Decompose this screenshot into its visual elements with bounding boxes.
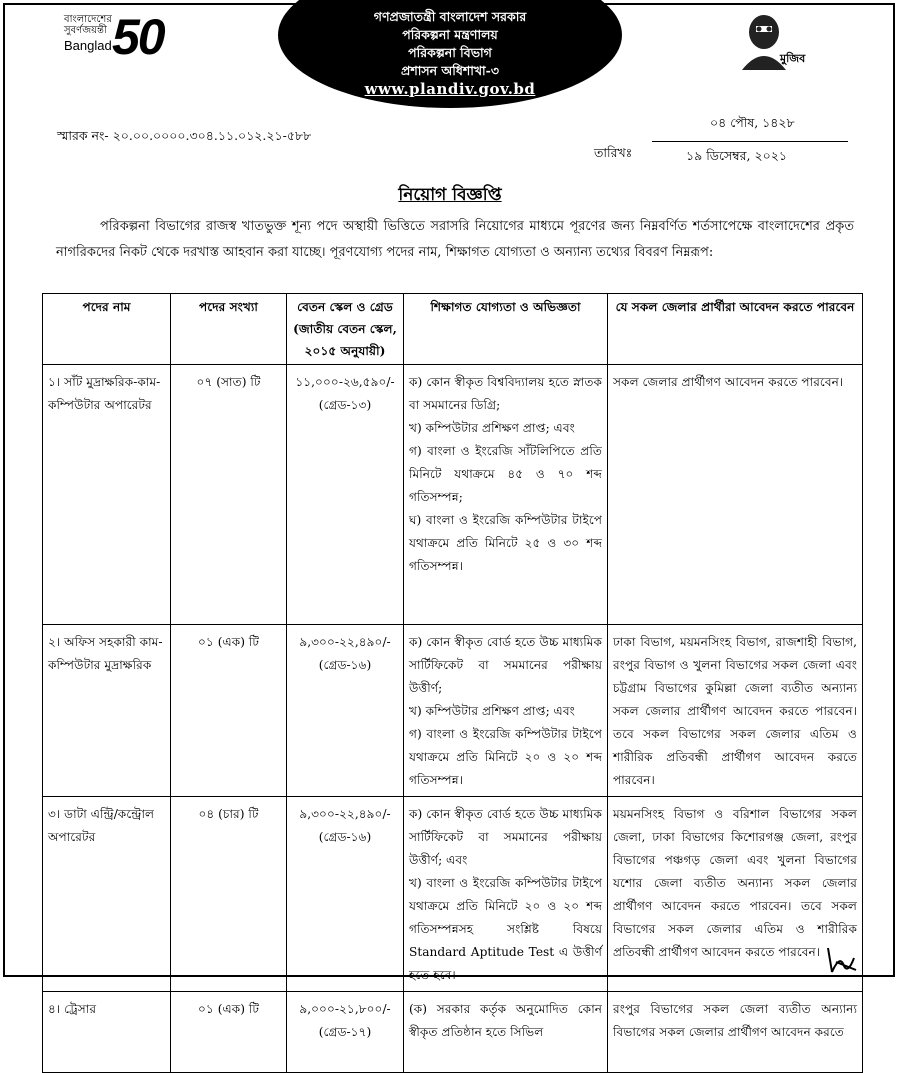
qualification-item: গ) বাংলা ও ইংরেজি সাঁটলিপিতে প্রতি মিনিটে যথাক্রমে ৪৫ ও ৭০ শব্দ গতিসম্পন্ন; (409, 444, 602, 504)
grade-value: (গ্রেড-১৭) (318, 1025, 372, 1039)
table-row (43, 625, 863, 797)
post-count: ০৪ (চার) টি (171, 797, 287, 992)
qualification-item: খ) কম্পিউটার প্রশিক্ষণ প্রাপ্ত; এবং (409, 704, 575, 718)
scale-value: ৯,০০০-২১,৮০০/- (299, 1002, 391, 1016)
vacancy-table (42, 293, 863, 1073)
qualification-item: ক) কোন স্বীকৃত বোর্ড হতে উচ্চ মাধ্যমিক সার্টিফিকেট বা সমমানের পরীক্ষায় উত্তীর্ণ; (409, 635, 602, 695)
header-line-ministry: পরিকল্পনা মন্ত্রণালয় (402, 27, 498, 42)
logo-number: 50 (112, 9, 164, 65)
qualification (404, 992, 608, 1073)
qualification (404, 625, 608, 797)
eligible-districts: ঢাকা বিভাগ, ময়মনসিংহ বিভাগ, রাজশাহী বিভাগ, রংপুর বিভাগ ও খুলনা বিভাগের সকল জেলা এবং চট্টগ্রাম বিভাগের কুমিল্লা জেলা ব্যতীত অন্যান্য সকল জেলার প্রার্থীগণ আবেদন করতে পারবেন। তবে সকল বিভাগের সকল জেলার এতিম ও শারীরিক প্রতিবন্ধী প্রার্থীগণ আবেদন করতে পারবেন। (608, 625, 863, 797)
qualification-item: গ) বাংলা ও ইংরেজি কম্পিউটার টাইপে যথাক্রমে প্রতি মিনিটে ২০ ও ২০ শব্দ গতিসম্পন্ন। (409, 727, 602, 787)
date-english: ১৯ ডিসেম্বর, ২০২১ (686, 148, 787, 163)
eligible-districts: ময়মনসিংহ বিভাগ ও বরিশাল বিভাগের সকল জেলা, ঢাকা বিভাগের কিশোরগঞ্জ জেলা, রংপুর বিভাগের পঞ্চগড় জেলা এবং খুলনা বিভাগের যশোর জেলা ব্যতীত অন্যান্য সকল জেলার প্রার্থীগণ আবেদন করতে পারবেন। তবে সকল বিভাগের সকল জেলার এতিম ও শারীরিক প্রতিবন্ধী প্রার্থীগণ আবেদন করতে পারবেন। (608, 797, 863, 992)
pay-scale (287, 625, 404, 797)
table-row (43, 992, 863, 1073)
eligible-districts: সকল জেলার প্রার্থীগণ আবেদন করতে পারবেন। (608, 365, 863, 625)
date-block (652, 111, 848, 168)
header-post-name: পদের নাম (43, 294, 171, 365)
grade-value: (গ্রেড-১৬) (318, 658, 372, 672)
qualification (404, 365, 608, 625)
pay-scale (287, 365, 404, 625)
qualification-item: ক) কোন স্বীকৃত বোর্ড হতে উচ্চ মাধ্যমিক সার্টিফিকেট বা সমমানের পরীক্ষায় উত্তীর্ণ; এবং (409, 807, 602, 867)
qualification-item: ক) কোন স্বীকৃত বিশ্ববিদ্যালয় হতে স্নাতক বা সমমানের ডিগ্রি; (409, 375, 602, 412)
scale-value: ৯,৩০০-২২,৪৯০/- (299, 807, 391, 821)
header-qualification: শিক্ষাগত যোগ্যতা ও অভিজ্ঞতা (404, 294, 608, 365)
header-line-government: গণপ্রজাতন্ত্রী বাংলাদেশ সরকার (373, 9, 527, 24)
qualification-item: ঘ) বাংলা ও ইংরেজি কম্পিউটার টাইপে যথাক্রমে প্রতি মিনিটে ২৫ ও ৩০ শব্দ গতিসম্পন্ন। (409, 513, 602, 573)
scale-value: ৯,৩০০-২২,৪৯০/- (299, 635, 391, 649)
header-pay-scale: বেতন স্কেল ও গ্রেড (জাতীয় বেতন স্কেল, ২০১৫ অনুযায়ী) (287, 294, 404, 365)
qualification-item: খ) কম্পিউটার প্রশিক্ষণ প্রাপ্ত; এবং (409, 421, 575, 435)
table-row (43, 797, 863, 992)
header-post-count: পদের সংখ্যা (171, 294, 287, 365)
header-line-division: পরিকল্পনা বিভাগ (408, 45, 492, 60)
post-count: ০১ (এক) টি (171, 992, 287, 1073)
eligible-districts: রংপুর বিভাগের সকল জেলা ব্যতীত অন্যান্য বিভাগের সকল জেলার প্রার্থীগণ আবেদন করতে (608, 992, 863, 1073)
golden-jubilee-logo (64, 10, 184, 72)
date-bangla: ০৪ পৌষ, ১৪২৮ (652, 111, 848, 142)
qualification-item: খ) বাংলা ও ইংরেজি কম্পিউটার টাইপে যথাক্রমে প্রতি মিনিটে ২০ ও ২০ শব্দ গতিসম্পন্নসহ সংশ্লিষ্ট বিষয়ে Standard Aptitude Test এ উত্তীর্ণ হতে হবে। (409, 876, 602, 982)
table-row (43, 365, 863, 625)
pay-scale (287, 797, 404, 992)
logo-text-mid: Banglad (64, 38, 112, 53)
website-link[interactable]: www.plandiv.gov.bd (364, 80, 536, 98)
post-name: ৩। ডাটা এন্ট্রি/কন্ট্রোল অপারেটর (43, 797, 171, 992)
post-count: ০১ (এক) টি (171, 625, 287, 797)
grade-value: (গ্রেড-১৬) (318, 830, 372, 844)
memo-number: স্মারক নং- ২০.০০.০০০০.৩০৪.১১.০১২.২১-৫৮৮ (57, 128, 312, 143)
mujib-year-logo (736, 12, 846, 78)
pay-scale (287, 992, 404, 1073)
notice-title: নিয়োগ বিজ্ঞপ্তি (398, 185, 502, 205)
header-lines (278, 8, 622, 98)
qualification-item: (ক) সরকার কর্তৃক অনুমোদিত কোন স্বীকৃত প্রতিষ্ঠান হতে সিভিল (409, 1002, 602, 1039)
logo-caption: মুজিব (780, 52, 806, 65)
post-name: ১। সাঁট মুদ্রাক্ষরিক-কাম-কম্পিউটার অপারেটর (43, 365, 171, 625)
post-name: ৪। ট্রেসার (43, 992, 171, 1073)
grade-value: (গ্রেড-১৩) (318, 398, 372, 412)
notice-title-wrap (0, 182, 900, 210)
header-line-branch: প্রশাসন অধিশাখা-৩ (401, 63, 499, 78)
post-count: ০৭ (সাত) টি (171, 365, 287, 625)
signature-mark (822, 944, 862, 978)
header-banner (278, 0, 622, 108)
table-header-row (43, 294, 863, 365)
scale-value: ১১,০০০-২৬,৫৯০/- (295, 375, 395, 389)
date-label: তারিখঃ (594, 145, 633, 160)
qualification (404, 797, 608, 992)
logo-text-top: বাংলাদেশের সুবর্ণজয়ন্তী (64, 14, 112, 36)
header-eligible-districts: যে সকল জেলার প্রার্থীরা আবেদন করতে পারবেন (608, 294, 863, 365)
post-name: ২। অফিস সহকারী কাম-কম্পিউটার মুদ্রাক্ষরিক (43, 625, 171, 797)
intro-paragraph: পরিকল্পনা বিভাগের রাজস্ব খাতভুক্ত শূন্য পদে অস্থায়ী ভিত্তিতে সরাসরি নিয়োগের মাধ্যমে পূরণের জন্য নিম্নবর্ণিত শর্তসাপেক্ষে বাংলাদেশের প্রকৃত নাগরিকদের নিকট থেকে দরখাস্ত আহবান করা যাচ্ছে। পূরণযোগ্য পদের নাম, শিক্ষাগত যোগ্যতা ও অন্যান্য তথ্যের বিবরণ নিম্নরূপ: (56, 219, 854, 260)
